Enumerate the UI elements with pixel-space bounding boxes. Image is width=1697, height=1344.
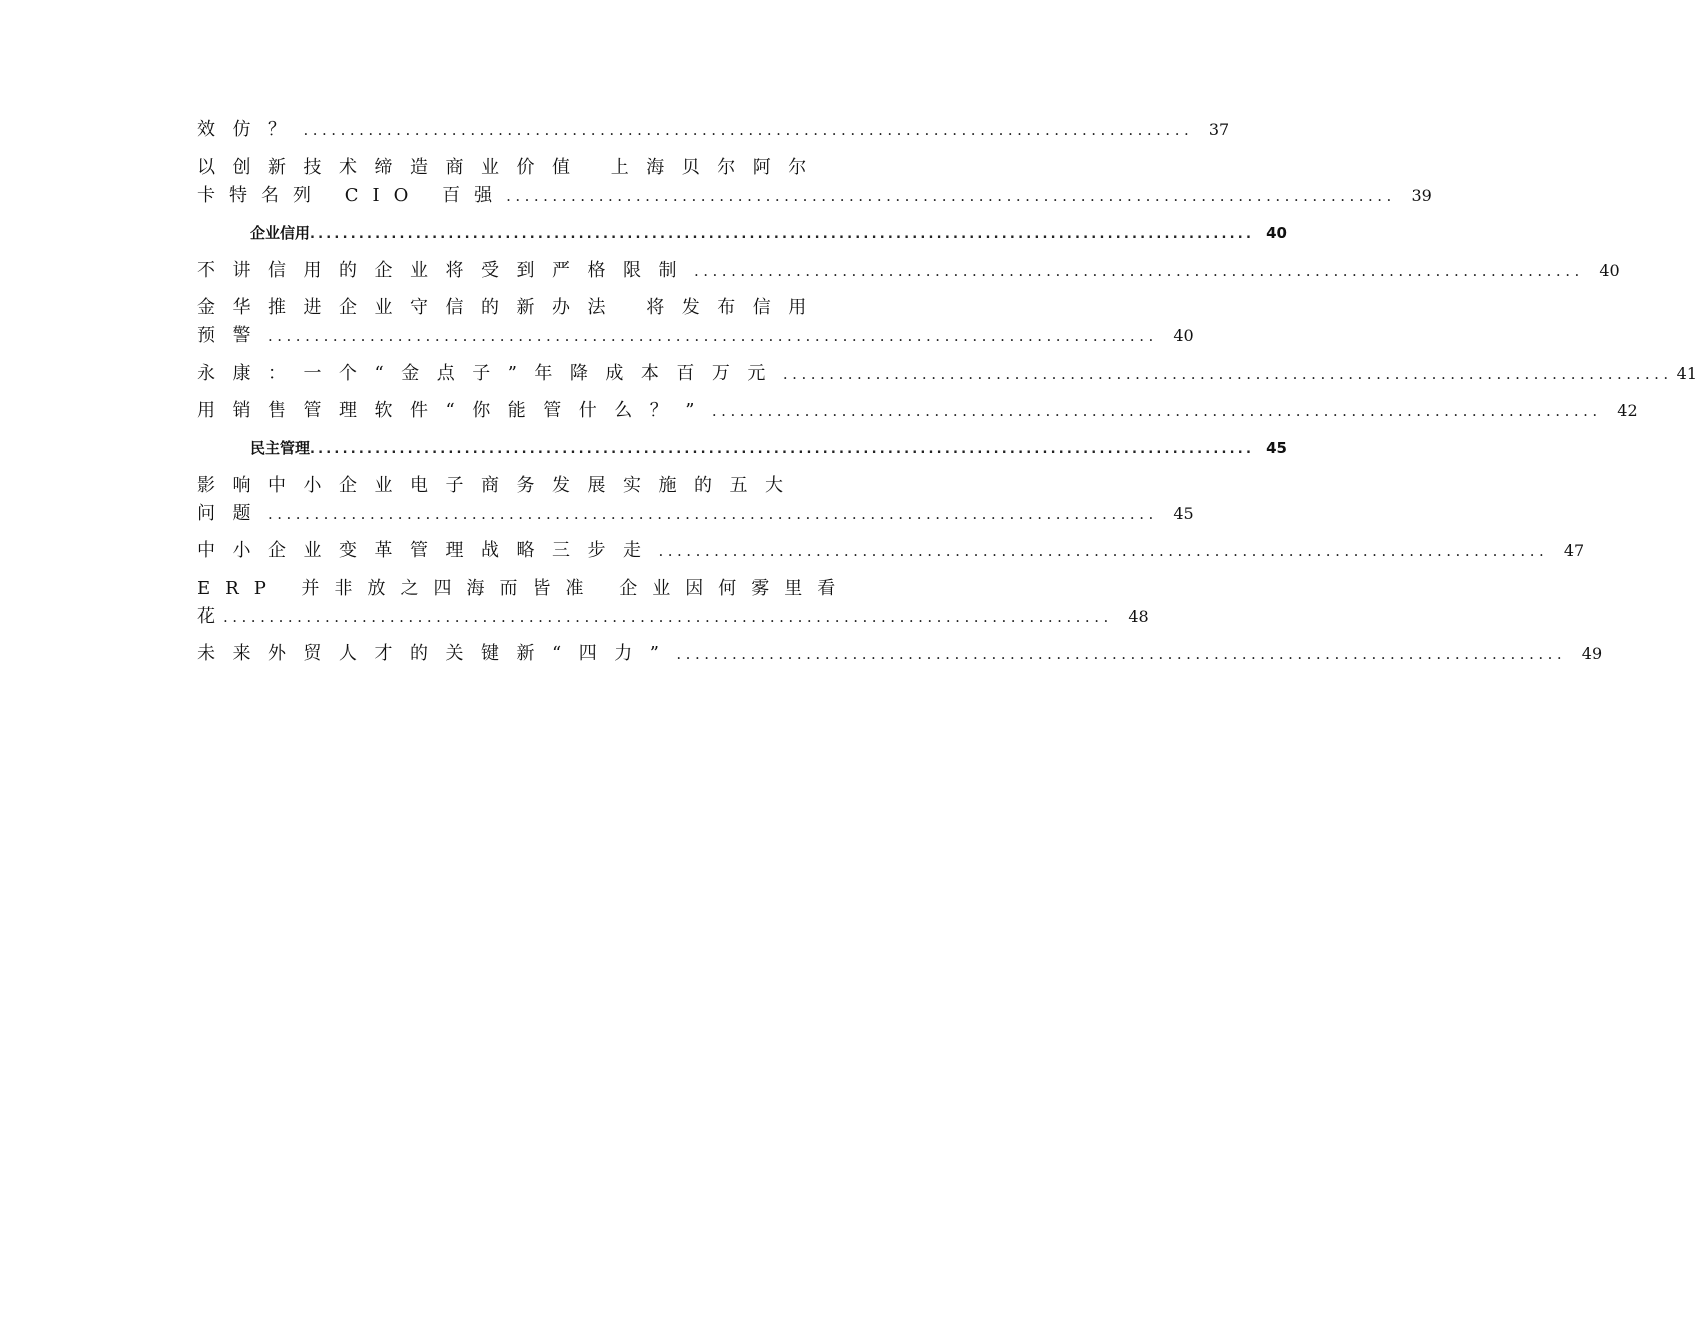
leader-dots: ................................................................................................ xyxy=(303,121,1194,139)
toc-entry-line[interactable] xyxy=(197,474,847,498)
toc-page-number: 37 xyxy=(1208,120,1230,139)
toc-section-heading[interactable] xyxy=(250,437,1287,459)
toc-entry-line[interactable] xyxy=(197,577,851,601)
toc-section-title: 企业信用 xyxy=(250,224,311,242)
toc-entry-title: 未来外贸人才的关键新“四力” xyxy=(197,643,677,664)
toc-entry-title: 效仿？ xyxy=(197,119,304,140)
leader-dots: ................................................................................................ xyxy=(268,327,1158,345)
toc-page-number: 40 xyxy=(1173,326,1194,345)
toc-entry[interactable] xyxy=(197,118,1230,142)
toc-entry-title: 永康：一个“金点子”年降成本百万元 xyxy=(197,363,783,384)
toc-entry-title: 预警 xyxy=(197,325,268,346)
toc-page-number: 45 xyxy=(1266,439,1287,457)
toc-section-heading[interactable] xyxy=(250,222,1287,244)
toc-page-number: 42 xyxy=(1617,401,1638,420)
toc-page-number: 48 xyxy=(1128,607,1149,626)
toc-page-number: 45 xyxy=(1173,504,1194,523)
toc-page-number: 40 xyxy=(1599,261,1620,280)
leader-dots: ................................................................................................ xyxy=(268,505,1158,523)
toc-entry-title: 用销售管理软件“你能管什么？” xyxy=(197,400,712,421)
toc-entry[interactable] xyxy=(197,259,1620,283)
toc-page-number: 49 xyxy=(1581,644,1603,663)
toc-entry[interactable] xyxy=(197,184,1432,208)
toc-entry-title: 金华推进企业守信的新办法 将发布信用 xyxy=(197,297,824,318)
toc-entry-title: 不讲信用的企业将受到严格限制 xyxy=(197,260,694,281)
toc-entry[interactable] xyxy=(197,642,1603,666)
toc-page-number: 41 xyxy=(1676,364,1697,383)
toc-entry-title: 影响中小企业电子商务发展实施的五大 xyxy=(197,475,801,496)
toc-page-number: 39 xyxy=(1411,186,1432,205)
leader-dots: ................................................................................................ xyxy=(506,187,1396,205)
toc-entry-title: 中小企业变革管理战略三步走 xyxy=(197,540,659,561)
toc-entry-line[interactable] xyxy=(197,156,847,180)
leader-dots: .................................................................................................................... xyxy=(310,227,1255,242)
toc-entry-title: 花 xyxy=(197,606,223,627)
leader-dots: ................................................................................................ xyxy=(676,645,1567,663)
toc-section-title: 民主管理 xyxy=(250,439,311,457)
toc-entry[interactable] xyxy=(197,502,1194,526)
toc-entry[interactable] xyxy=(197,399,1638,423)
toc-entry-title: ERP 并非放之四海而皆准 企业因何雾里看 xyxy=(197,578,851,599)
leader-dots: ................................................................................................ xyxy=(658,542,1549,560)
toc-entry[interactable] xyxy=(197,324,1194,348)
leader-dots: ................................................................................................ xyxy=(782,365,1673,383)
toc-entry-title: 卡特名列 CIO 百强 xyxy=(197,185,507,206)
toc-entry-title: 问题 xyxy=(197,503,268,524)
toc-entry[interactable] xyxy=(197,539,1585,563)
toc-page-number: 47 xyxy=(1563,541,1585,560)
leader-dots: ................................................................................................ xyxy=(223,608,1113,626)
leader-dots: .................................................................................................................... xyxy=(310,442,1255,457)
leader-dots: ................................................................................................ xyxy=(711,402,1602,420)
toc-entry[interactable] xyxy=(197,362,1697,386)
leader-dots: ................................................................................................ xyxy=(694,262,1584,280)
toc-page-number: 40 xyxy=(1266,224,1287,242)
toc-entry-title: 以创新技术缔造商业价值 上海贝尔阿尔 xyxy=(197,157,824,178)
toc-entry-line[interactable] xyxy=(197,296,847,320)
toc-entry[interactable] xyxy=(197,605,1149,629)
